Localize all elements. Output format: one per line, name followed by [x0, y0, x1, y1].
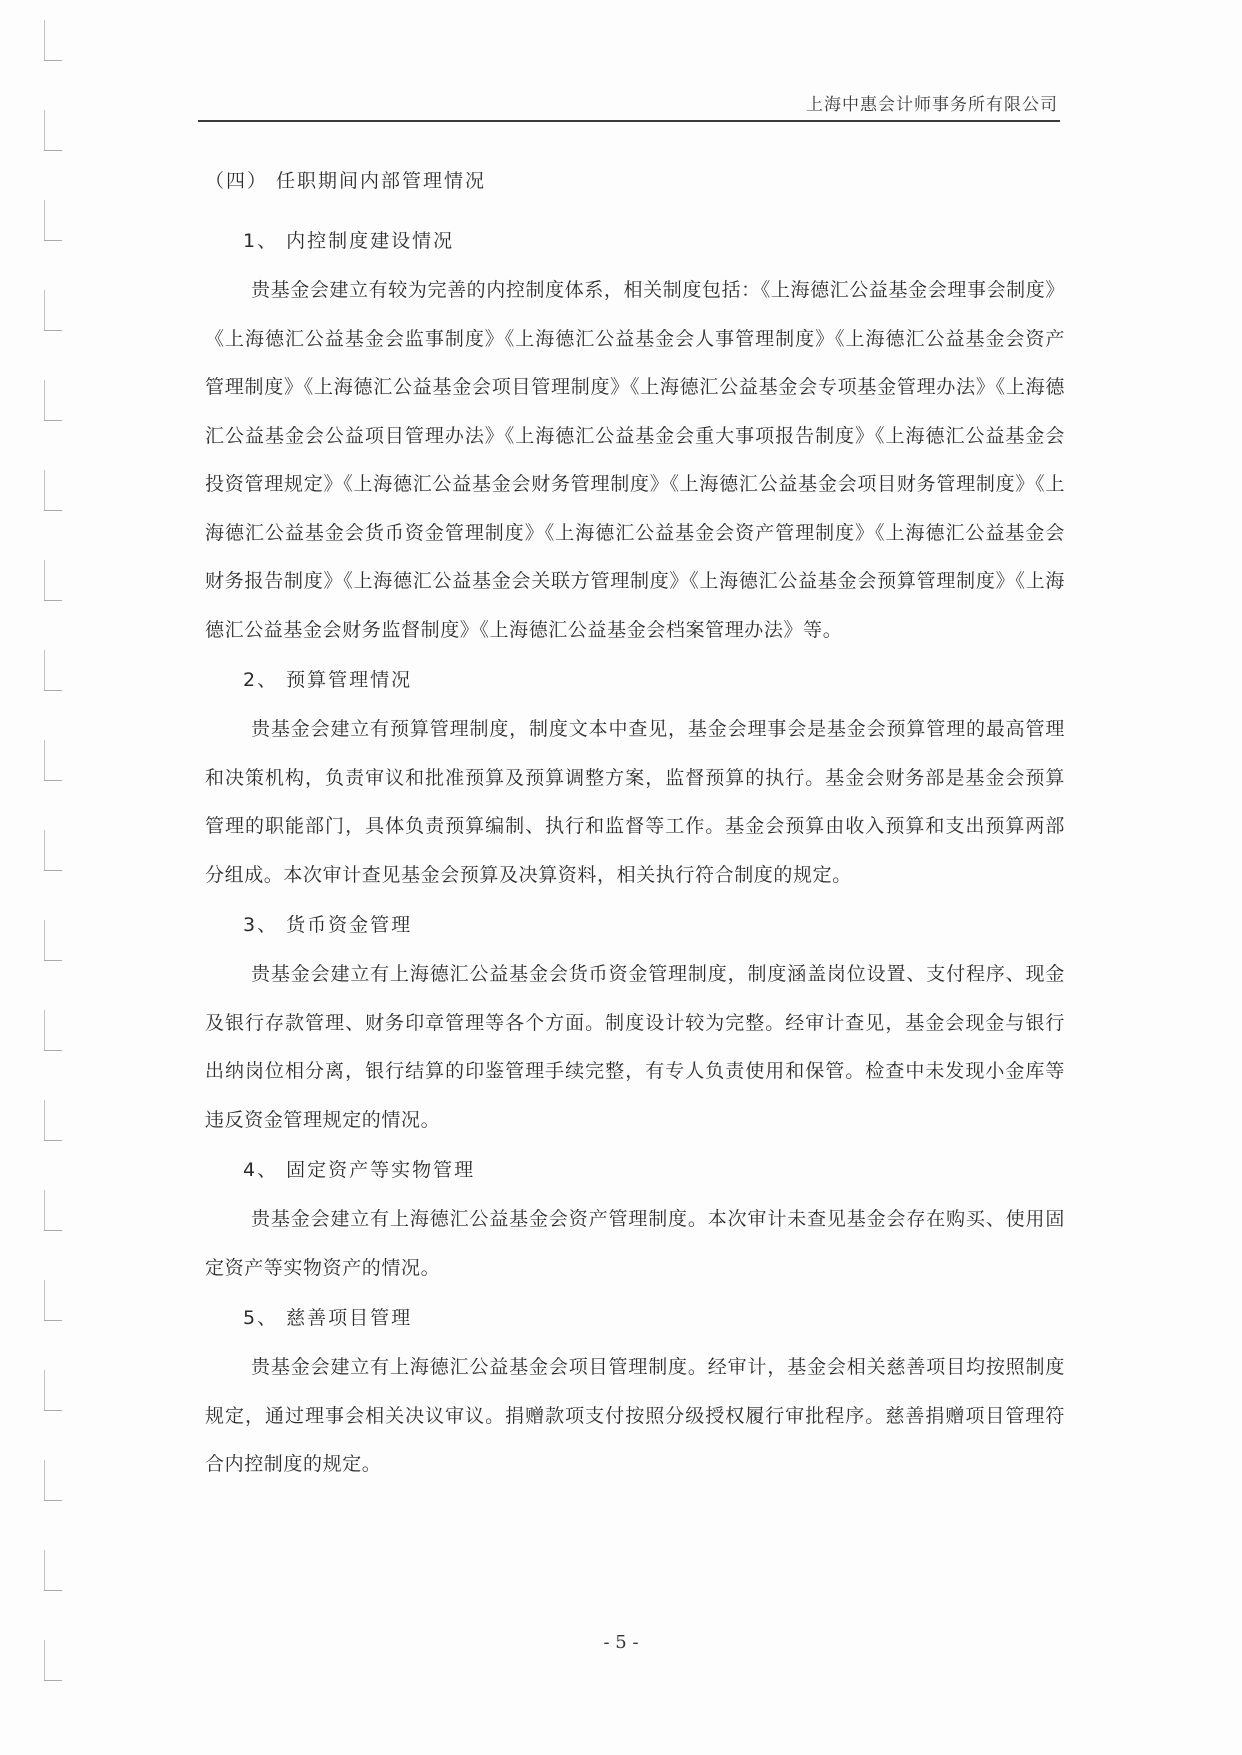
binding-line: [44, 740, 45, 780]
binding-mark: [44, 1140, 62, 1141]
binding-line: [44, 920, 45, 960]
binding-line: [44, 1550, 45, 1590]
binding-mark: [44, 690, 62, 691]
subsection-title-fixed-assets: 4、 固定资产等实物管理: [243, 1159, 476, 1181]
binding-line: [44, 380, 45, 420]
paragraph-cash: 贵基金会建立有上海德汇公益基金会货币资金管理制度，制度涵盖岗位设置、支付程序、现金及银行存款管理、财务印章管理等各个方面。制度设计较为完整。经审计查见，基金会现金与银行出纳岗位相分离，银行结算的印鉴管理手续完整，有专人负责使用和保管。检查中未发现小金库等违反资金管理规定的情况。: [205, 963, 1065, 1131]
paragraph-fixed-assets: 贵基金会建立有上海德汇公益基金会资产管理制度。本次审计未查见基金会存在购买、使用固定资产等实物资产的情况。: [205, 1208, 1065, 1279]
binding-mark: [44, 60, 62, 61]
binding-mark: [44, 1500, 62, 1501]
binding-mark: [44, 330, 62, 331]
binding-line: [44, 650, 45, 690]
section-heading: （四） 任职期间内部管理情况: [205, 170, 487, 192]
binding-line: [44, 200, 45, 240]
paragraph-internal-control: 贵基金会建立有较为完善的内控制度体系，相关制度包括：《上海德汇公益基金会理事会制度》《上海德汇公益基金会监事制度》《上海德汇公益基金会人事管理制度》《上海德汇公益基金会资产管理制度》《上海德汇公益基金会项目管理制度》《上海德汇公益基金会专项基金管理办法》《上海德汇公益基金会公益项目管理办法》《上海德汇公益基金会重大事项报告制度》《上海德汇公益基金会投资管理规定》《上海德汇公益基金会财务管理制度》《上海德汇公益基金会项目财务管理制度》《上海德汇公益基金会货币资金管理制度》《上海德汇公益基金会资产管理制度》《上海德汇公益基金会财务报告制度》《上海德汇公益基金会关联方管理制度》《上海德汇公益基金会预算管理制度》《上海德汇公益基金会财务监督制度》《上海德汇公益基金会档案管理办法》等。: [205, 279, 1065, 641]
binding-line: [44, 290, 45, 330]
binding-mark: [44, 1680, 62, 1681]
binding-line: [44, 110, 45, 150]
binding-mark: [44, 600, 62, 601]
binding-mark: [44, 1590, 62, 1591]
paragraph-charity-projects: 贵基金会建立有上海德汇公益基金会项目管理制度。经审计，基金会相关慈善项目均按照制度规定，通过理事会相关决议审议。捐赠款项支付按照分级授权履行审批程序。慈善捐赠项目管理符合内控制度的规定。: [205, 1356, 1065, 1475]
subsection-title-charity-projects: 5、 慈善项目管理: [243, 1307, 413, 1329]
binding-line: [44, 470, 45, 510]
binding-mark: [44, 780, 62, 781]
binding-mark: [44, 420, 62, 421]
page-number: - 5 -: [603, 1632, 639, 1653]
binding-line: [44, 20, 45, 60]
binding-line: [44, 1280, 45, 1320]
binding-mark: [44, 960, 62, 961]
binding-mark: [44, 240, 62, 241]
binding-mark: [44, 510, 62, 511]
subsection-title-budget: 2、 预算管理情况: [243, 669, 413, 691]
binding-mark: [44, 1230, 62, 1231]
binding-line: [44, 830, 45, 870]
subsection-title-cash: 3、 货币资金管理: [243, 914, 413, 936]
binding-line: [44, 1190, 45, 1230]
subsection-title-internal-control: 1、 内控制度建设情况: [243, 230, 455, 252]
binding-line: [44, 1370, 45, 1410]
binding-mark: [44, 150, 62, 151]
firm-name: 上海中惠会计师事务所有限公司: [806, 95, 1058, 115]
binding-line: [44, 1010, 45, 1050]
binding-line: [44, 1460, 45, 1500]
binding-mark: [44, 1320, 62, 1321]
page-header: [198, 86, 1060, 122]
binding-mark: [44, 1410, 62, 1411]
binding-mark: [44, 1050, 62, 1051]
binding-mark: [44, 870, 62, 871]
document-body: [205, 160, 1065, 1494]
paragraph-budget: 贵基金会建立有预算管理制度，制度文本中查见，基金会理事会是基金会预算管理的最高管理和决策机构，负责审议和批准预算及预算调整方案，监督预算的执行。基金会财务部是基金会预算管理的职能部门，具体负责预算编制、执行和监督等工作。基金会预算由收入预算和支出预算两部分组成。本次审计查见基金会预算及决算资料，相关执行符合制度的规定。: [205, 718, 1065, 886]
binding-line: [44, 1100, 45, 1140]
binding-line: [44, 560, 45, 600]
